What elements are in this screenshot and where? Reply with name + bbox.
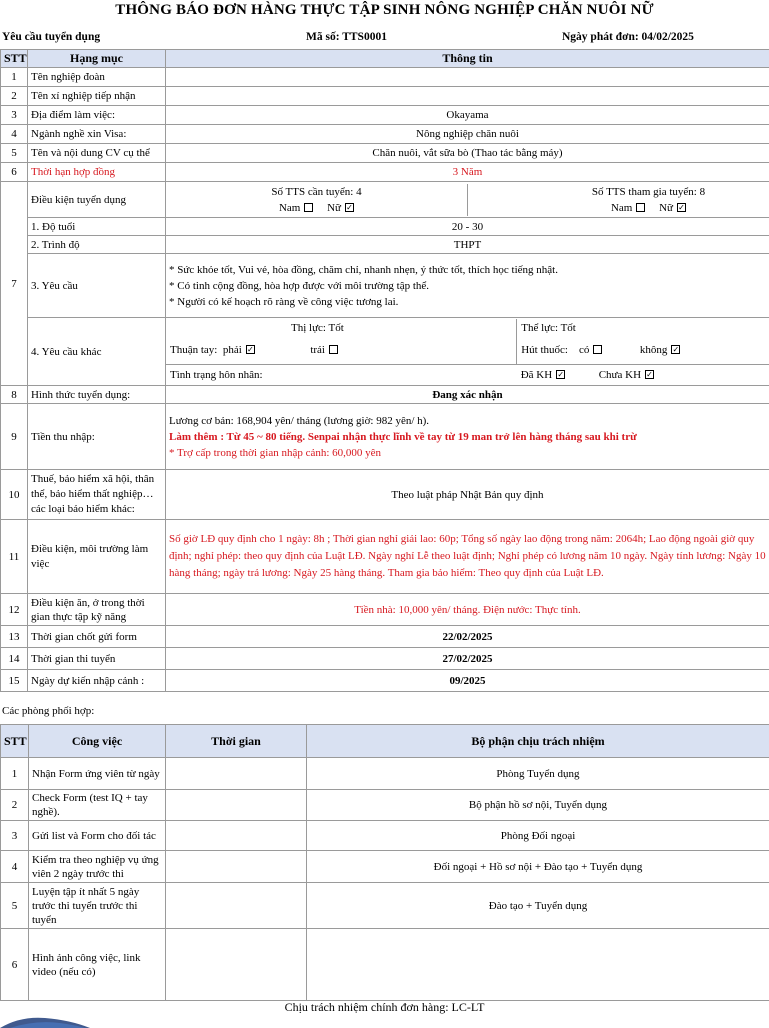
base-salary: Lương cơ bản: 168,904 yên/ tháng (lương giờ: 982 yên/ h). xyxy=(169,413,766,429)
time-cell xyxy=(166,851,307,883)
row-number: 4 xyxy=(1,851,29,883)
row-value: Số giờ LĐ quy định cho 1 ngày: 8h ; Thời gian nghỉ giải lao: 60p; Tổng số ngày lao động trong năm: 2064h; Lao động ngoài giờ quy định; nghỉ phép: theo quy định của Luật LĐ. Ngày nghỉ Lễ theo luật định; Nghỉ phép có lương năm 10 ngày. Ngày tính lương: Ngày 10 hàng tháng; ngày trả lương: Ngày 25 hàng tháng. Tham gia bảo hiểm: Theo quy định của Luật LĐ. xyxy=(166,520,769,594)
table-row xyxy=(1,929,769,1001)
task-cell: Gửi list và Form cho đối tác xyxy=(29,821,166,851)
time-cell xyxy=(166,929,307,1001)
table-row xyxy=(1,626,769,648)
row-value: 3 Năm xyxy=(166,163,769,182)
female-checkbox[interactable] xyxy=(345,203,354,212)
married-checkbox[interactable] xyxy=(556,370,565,379)
row-number: 15 xyxy=(1,670,28,692)
table-row xyxy=(1,386,769,404)
row-number: 6 xyxy=(1,929,29,1001)
row-number: 1 xyxy=(1,68,28,87)
coordination-table xyxy=(0,724,769,1001)
row-label: 1. Độ tuổi xyxy=(28,218,166,236)
physique: Thể lực: Tốt xyxy=(517,319,769,337)
row-label: Tên nghiệp đoàn xyxy=(28,68,166,87)
row-number: 10 xyxy=(1,470,28,520)
row-label: Tiền thu nhập: xyxy=(28,404,166,470)
row-label: Thời gian chốt gửi form xyxy=(28,626,166,648)
right-hand-checkbox[interactable] xyxy=(246,345,255,354)
row-number: 2 xyxy=(1,790,29,821)
row-value: Chăn nuôi, vắt sữa bò (Thao tác bằng máy) xyxy=(166,144,769,163)
married-label: Đã KH xyxy=(521,369,552,381)
row-label: Địa điểm làm việc: xyxy=(28,106,166,125)
row-number: 5 xyxy=(1,883,29,929)
row-number: 2 xyxy=(1,87,28,106)
table-row xyxy=(1,218,769,236)
male-checkbox[interactable] xyxy=(636,203,645,212)
col-header-time: Thời gian xyxy=(166,725,307,758)
row-value: 09/2025 xyxy=(166,670,769,692)
smoking-label: Hút thuốc: xyxy=(521,344,568,356)
table-row xyxy=(1,182,769,218)
gender-male-label: Nam xyxy=(279,202,300,214)
row-label: Hình thức tuyển dụng: xyxy=(28,386,166,404)
section-label: Yêu cầu tuyển dụng xyxy=(2,31,100,43)
row-label: Thời hạn hợp đồng xyxy=(28,163,166,182)
row-value: Theo luật pháp Nhật Bản quy định xyxy=(166,470,769,520)
row-value: 22/02/2025 xyxy=(166,626,769,648)
handedness-label: Thuận tay: xyxy=(170,344,217,356)
table-row xyxy=(1,144,769,163)
row-value: THPT xyxy=(166,236,769,254)
marital-label: Tình trạng hôn nhân: xyxy=(166,365,517,385)
row-label: Tên và nội dung CV cụ thể xyxy=(28,144,166,163)
smoking-no-label: không xyxy=(640,344,668,356)
row-number: 6 xyxy=(1,163,28,182)
task-cell: Check Form (test IQ + tay nghề). xyxy=(29,790,166,821)
right-hand-label: phải xyxy=(223,344,242,356)
responsible-person: Chịu trách nhiệm chính đơn hàng: LC-LT xyxy=(0,1000,769,1015)
join-count: Số TTS tham gia tuyển: 8 xyxy=(472,184,765,200)
row-value: 27/02/2025 xyxy=(166,648,769,670)
table-row xyxy=(1,254,769,318)
row-number: 11 xyxy=(1,520,28,594)
male-checkbox[interactable] xyxy=(304,203,313,212)
row-label: Điều kiện ăn, ở trong thời gian thực tập kỹ năng xyxy=(28,594,166,626)
issue-date: Ngày phát đơn: 04/02/2025 xyxy=(562,31,694,43)
left-hand-label: trái xyxy=(310,344,325,356)
row-label: 2. Trình độ xyxy=(28,236,166,254)
smoking-yes-label: có xyxy=(579,344,589,356)
requirement-line: * Có tinh cộng đồng, hòa hợp được với môi trường tập thể. xyxy=(169,278,766,294)
table-row xyxy=(1,790,769,821)
department-cell: Phòng Đối ngoại xyxy=(307,821,769,851)
other-requirements-grid xyxy=(166,319,769,385)
row-value: Đang xác nhận xyxy=(166,386,769,404)
table-row xyxy=(1,236,769,254)
time-cell xyxy=(166,883,307,929)
row-value: Nông nghiệp chăn nuôi xyxy=(166,125,769,144)
row-number: 13 xyxy=(1,626,28,648)
row-value: 20 - 30 xyxy=(166,218,769,236)
row-label: Thời gian thi tuyển xyxy=(28,648,166,670)
col-header-stt: STT xyxy=(1,50,28,68)
row-label: Ngày dự kiến nhập cảnh : xyxy=(28,670,166,692)
female-checkbox[interactable] xyxy=(677,203,686,212)
department-cell: Đào tạo + Tuyển dụng xyxy=(307,883,769,929)
department-cell xyxy=(307,929,769,1001)
table-row xyxy=(1,106,769,125)
table-row xyxy=(1,87,769,106)
row-number: 9 xyxy=(1,404,28,470)
table-row xyxy=(1,883,769,929)
department-cell: Đối ngoại + Hồ sơ nội + Đào tạo + Tuyển dụng xyxy=(307,851,769,883)
row-value: Tiền nhà: 10,000 yên/ tháng. Điện nước: Thực tính. xyxy=(166,594,769,626)
overtime-note: Làm thêm : Từ 45 ~ 80 tiếng. Senpai nhận thực lĩnh về tay từ 19 man trở lên hàng tháng sau khi trừ xyxy=(169,429,766,445)
smoking-yes-checkbox[interactable] xyxy=(593,345,602,354)
row-value xyxy=(166,87,769,106)
row-number: 4 xyxy=(1,125,28,144)
row-number: 14 xyxy=(1,648,28,670)
col-header-info: Thông tin xyxy=(166,50,769,68)
task-cell: Hình ảnh công việc, link video (nếu có) xyxy=(29,929,166,1001)
row-label: Điều kiện tuyển dụng xyxy=(28,182,166,218)
gender-male-label: Nam xyxy=(611,202,632,214)
table-row xyxy=(1,851,769,883)
row-label: 4. Yêu cầu khác xyxy=(28,318,166,386)
table-row xyxy=(1,68,769,87)
table-row xyxy=(1,648,769,670)
row-number: 12 xyxy=(1,594,28,626)
table-row xyxy=(1,594,769,626)
department-cell: Bộ phận hồ sơ nội, Tuyển dụng xyxy=(307,790,769,821)
task-cell: Kiểm tra theo nghiệp vụ ứng viên 2 ngày trước thi xyxy=(29,851,166,883)
allowance-note: * Trợ cấp trong thời gian nhập cảnh: 60,000 yên xyxy=(169,445,766,461)
task-cell: Luyện tập ít nhất 5 ngày trước thi tuyển trước thi tuyển xyxy=(29,883,166,929)
table-row xyxy=(1,318,769,386)
time-cell xyxy=(166,790,307,821)
row-number: 1 xyxy=(1,758,29,790)
coordination-label: Các phòng phối hợp: xyxy=(2,705,94,717)
row-number: 7 xyxy=(1,182,28,386)
table-row xyxy=(1,821,769,851)
row-value xyxy=(166,68,769,87)
single-label: Chưa KH xyxy=(599,369,641,381)
gender-female-label: Nữ xyxy=(327,202,341,214)
row-label: Thuế, bảo hiểm xã hội, thân thể, bảo hiểm thất nghiệp… các loại bảo hiểm khác: xyxy=(28,470,166,520)
row-label: Tên xí nghiệp tiếp nhận xyxy=(28,87,166,106)
row-value: Okayama xyxy=(166,106,769,125)
col-header-category: Hạng mục xyxy=(28,50,166,68)
table-row xyxy=(1,163,769,182)
task-cell: Nhận Form ứng viên từ ngày xyxy=(29,758,166,790)
row-label: Điều kiện, môi trường làm việc xyxy=(28,520,166,594)
row-number: 3 xyxy=(1,106,28,125)
vision: Thị lực: Tốt xyxy=(166,319,517,337)
row-number: 8 xyxy=(1,386,28,404)
time-cell xyxy=(166,758,307,790)
table-row xyxy=(1,520,769,594)
department-cell: Phòng Tuyển dụng xyxy=(307,758,769,790)
recruit-count-grid xyxy=(166,184,769,216)
order-code: Mã số: TTS0001 xyxy=(306,31,387,43)
smoking-no-checkbox[interactable] xyxy=(671,345,680,354)
requirement-line: * Sức khỏe tốt, Vui vẻ, hòa đồng, chăm chỉ, nhanh nhẹn, ý thức tốt, thích học tiếng nhật. xyxy=(169,262,766,278)
col-header-department: Bộ phận chịu trách nhiệm xyxy=(307,725,769,758)
logo-swoosh-icon xyxy=(0,1014,90,1028)
job-info-table xyxy=(0,49,769,692)
table-row xyxy=(1,670,769,692)
row-label: 3. Yêu cầu xyxy=(28,254,166,318)
row-number: 5 xyxy=(1,144,28,163)
need-count: Số TTS cần tuyển: 4 xyxy=(170,184,463,200)
col-header-task: Công việc xyxy=(29,725,166,758)
table-row xyxy=(1,758,769,790)
col-header-stt: STT xyxy=(1,725,29,758)
table-row xyxy=(1,470,769,520)
row-number: 3 xyxy=(1,821,29,851)
page-title: THÔNG BÁO ĐƠN HÀNG THỰC TẬP SINH NÔNG NGHIỆP CHĂN NUÔI NỮ xyxy=(0,2,769,19)
left-hand-checkbox[interactable] xyxy=(329,345,338,354)
table-row xyxy=(1,125,769,144)
table-row xyxy=(1,404,769,470)
row-label: Ngành nghề xin Visa: xyxy=(28,125,166,144)
single-checkbox[interactable] xyxy=(645,370,654,379)
gender-female-label: Nữ xyxy=(659,202,673,214)
time-cell xyxy=(166,821,307,851)
requirement-line: * Người có kế hoạch rõ ràng về công việc tương lai. xyxy=(169,294,766,310)
